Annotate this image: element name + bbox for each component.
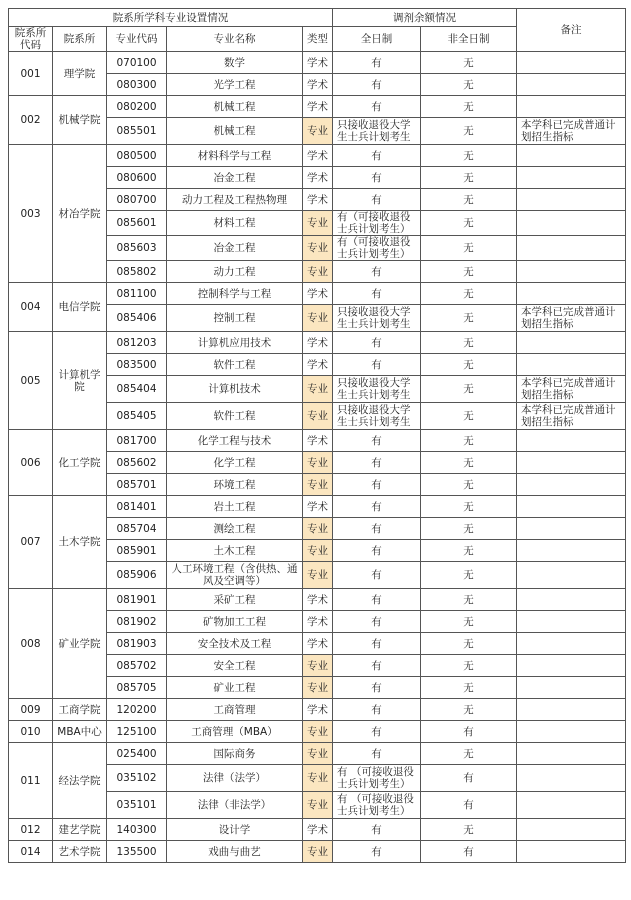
fulltime-cell: 有 （可接收退役士兵计划考生）: [333, 792, 421, 819]
parttime-cell: 无: [421, 611, 517, 633]
remarks-cell: [517, 96, 626, 118]
parttime-cell: 无: [421, 283, 517, 305]
remarks-cell: [517, 496, 626, 518]
table-row: [9, 430, 626, 452]
dept-code-cell: 005: [9, 332, 53, 430]
fulltime-cell: 只接收退役大学生士兵计划考生: [333, 403, 421, 430]
fulltime-cell: 有: [333, 540, 421, 562]
major-code-header: 专业代码: [107, 27, 167, 52]
table-body: [9, 52, 626, 863]
parttime-cell: 无: [421, 819, 517, 841]
type-cell: 专业: [303, 562, 333, 589]
fulltime-cell: 有: [333, 474, 421, 496]
major-code-cell: 085603: [107, 236, 167, 261]
major-code-cell: 035101: [107, 792, 167, 819]
major-code-cell: 085501: [107, 118, 167, 145]
type-cell: 专业: [303, 376, 333, 403]
dept-cell: 计算机学院: [53, 332, 107, 430]
fulltime-cell: 只接收退役大学生士兵计划考生: [333, 118, 421, 145]
dept-cell: 电信学院: [53, 283, 107, 332]
major-code-cell: 140300: [107, 819, 167, 841]
dept-cell: 建艺学院: [53, 819, 107, 841]
remarks-cell: 本学科已完成普通计划招生指标: [517, 118, 626, 145]
type-cell: 专业: [303, 261, 333, 283]
fulltime-cell: 有（可接收退役士兵计划考生）: [333, 211, 421, 236]
fulltime-cell: 有: [333, 677, 421, 699]
major-name-cell: 控制科学与工程: [167, 283, 303, 305]
fulltime-cell: 有: [333, 96, 421, 118]
major-name-cell: 控制工程: [167, 305, 303, 332]
dept-code-cell: 004: [9, 283, 53, 332]
major-name-cell: 安全工程: [167, 655, 303, 677]
parttime-cell: 无: [421, 261, 517, 283]
table-row: [9, 841, 626, 863]
remarks-header: 备注: [517, 9, 626, 52]
parttime-cell: 无: [421, 145, 517, 167]
fulltime-cell: 有: [333, 452, 421, 474]
major-name-cell: 软件工程: [167, 403, 303, 430]
remarks-cell: [517, 261, 626, 283]
fulltime-cell: 有: [333, 589, 421, 611]
type-cell: 专业: [303, 540, 333, 562]
type-cell: 专业: [303, 518, 333, 540]
remarks-cell: [517, 819, 626, 841]
fulltime-cell: 有: [333, 562, 421, 589]
fulltime-header: 全日制: [333, 27, 421, 52]
remarks-cell: [517, 611, 626, 633]
dept-code-cell: 009: [9, 699, 53, 721]
type-cell: 学术: [303, 354, 333, 376]
major-name-cell: 材料科学与工程: [167, 145, 303, 167]
dept-cell: 机械学院: [53, 96, 107, 145]
remarks-cell: [517, 189, 626, 211]
dept-code-header: 院系所代码: [9, 27, 53, 52]
parttime-cell: 有: [421, 721, 517, 743]
major-name-cell: 机械工程: [167, 118, 303, 145]
dept-header: 院系所: [53, 27, 107, 52]
remarks-cell: [517, 743, 626, 765]
major-name-cell: 测绘工程: [167, 518, 303, 540]
parttime-cell: 无: [421, 452, 517, 474]
major-name-cell: 机械工程: [167, 96, 303, 118]
remarks-cell: [517, 145, 626, 167]
major-name-cell: 计算机应用技术: [167, 332, 303, 354]
parttime-cell: 无: [421, 211, 517, 236]
type-cell: 专业: [303, 236, 333, 261]
dept-cell: 材冶学院: [53, 145, 107, 283]
dept-cell: 经法学院: [53, 743, 107, 819]
type-cell: 学术: [303, 167, 333, 189]
remarks-cell: [517, 283, 626, 305]
parttime-cell: 无: [421, 699, 517, 721]
fulltime-cell: 有: [333, 332, 421, 354]
dept-code-cell: 011: [9, 743, 53, 819]
table-row: [9, 699, 626, 721]
table-row: [9, 332, 626, 354]
dept-cell: 工商学院: [53, 699, 107, 721]
fulltime-cell: 只接收退役大学生士兵计划考生: [333, 376, 421, 403]
parttime-cell: 有: [421, 841, 517, 863]
major-code-cell: 085602: [107, 452, 167, 474]
major-code-cell: 085404: [107, 376, 167, 403]
type-cell: 学术: [303, 699, 333, 721]
parttime-cell: 无: [421, 376, 517, 403]
table-row: [9, 496, 626, 518]
major-name-cell: 戏曲与曲艺: [167, 841, 303, 863]
major-code-cell: 135500: [107, 841, 167, 863]
remarks-cell: [517, 562, 626, 589]
major-name-cell: 计算机技术: [167, 376, 303, 403]
parttime-header: 非全日制: [421, 27, 517, 52]
remarks-cell: [517, 677, 626, 699]
major-code-cell: 085802: [107, 261, 167, 283]
fulltime-cell: 有: [333, 699, 421, 721]
fulltime-cell: 有: [333, 261, 421, 283]
parttime-cell: 无: [421, 655, 517, 677]
major-code-cell: 070100: [107, 52, 167, 74]
major-code-cell: 085701: [107, 474, 167, 496]
major-name-cell: 冶金工程: [167, 236, 303, 261]
type-cell: 学术: [303, 332, 333, 354]
parttime-cell: 无: [421, 354, 517, 376]
remarks-cell: [517, 236, 626, 261]
fulltime-cell: 有: [333, 819, 421, 841]
parttime-cell: 无: [421, 677, 517, 699]
fulltime-cell: 有 （可接收退役士兵计划考生）: [333, 765, 421, 792]
major-name-cell: 动力工程及工程热物理: [167, 189, 303, 211]
type-cell: 专业: [303, 721, 333, 743]
major-name-cell: 软件工程: [167, 354, 303, 376]
dept-code-cell: 003: [9, 145, 53, 283]
major-code-cell: 085405: [107, 403, 167, 430]
fulltime-cell: 有: [333, 721, 421, 743]
parttime-cell: 无: [421, 474, 517, 496]
type-cell: 专业: [303, 765, 333, 792]
remarks-cell: [517, 211, 626, 236]
fulltime-cell: 有: [333, 354, 421, 376]
dept-code-cell: 001: [9, 52, 53, 96]
dept-cell: 理学院: [53, 52, 107, 96]
table-row: [9, 52, 626, 74]
major-code-cell: 085704: [107, 518, 167, 540]
major-name-cell: 冶金工程: [167, 167, 303, 189]
major-name-cell: 工商管理（MBA）: [167, 721, 303, 743]
parttime-cell: 有: [421, 765, 517, 792]
remarks-cell: [517, 633, 626, 655]
fulltime-cell: 有: [333, 655, 421, 677]
parttime-cell: 无: [421, 562, 517, 589]
dept-code-cell: 008: [9, 589, 53, 699]
remarks-cell: [517, 699, 626, 721]
parttime-cell: 无: [421, 430, 517, 452]
major-name-cell: 采矿工程: [167, 589, 303, 611]
remarks-cell: [517, 540, 626, 562]
dept-code-cell: 007: [9, 496, 53, 589]
major-name-cell: 国际商务: [167, 743, 303, 765]
remarks-cell: [517, 655, 626, 677]
dept-code-cell: 012: [9, 819, 53, 841]
parttime-cell: 无: [421, 118, 517, 145]
major-code-cell: 085906: [107, 562, 167, 589]
type-cell: 专业: [303, 211, 333, 236]
remarks-cell: [517, 452, 626, 474]
table-row: [9, 819, 626, 841]
parttime-cell: 无: [421, 403, 517, 430]
type-cell: 专业: [303, 841, 333, 863]
major-code-cell: 080500: [107, 145, 167, 167]
type-cell: 学术: [303, 819, 333, 841]
fulltime-cell: 有: [333, 430, 421, 452]
type-cell: 学术: [303, 633, 333, 655]
fulltime-cell: 有: [333, 167, 421, 189]
major-name-cell: 矿物加工工程: [167, 611, 303, 633]
major-code-cell: 081203: [107, 332, 167, 354]
major-name-cell: 环境工程: [167, 474, 303, 496]
group-setup-header: 院系所学科专业设置情况: [9, 9, 333, 27]
fulltime-cell: 有: [333, 743, 421, 765]
fulltime-cell: 有: [333, 283, 421, 305]
major-name-cell: 设计学: [167, 819, 303, 841]
major-code-cell: 085406: [107, 305, 167, 332]
remarks-cell: [517, 792, 626, 819]
major-name-cell: 法律（非法学）: [167, 792, 303, 819]
remarks-cell: [517, 765, 626, 792]
remarks-cell: [517, 721, 626, 743]
type-cell: 学术: [303, 430, 333, 452]
remarks-cell: [517, 332, 626, 354]
major-name-cell: 工商管理: [167, 699, 303, 721]
major-code-cell: 081100: [107, 283, 167, 305]
remarks-cell: [517, 74, 626, 96]
major-name-cell: 动力工程: [167, 261, 303, 283]
table-row: [9, 145, 626, 167]
type-cell: 专业: [303, 118, 333, 145]
major-code-cell: 081903: [107, 633, 167, 655]
type-cell: 专业: [303, 677, 333, 699]
major-code-cell: 080600: [107, 167, 167, 189]
fulltime-cell: 有: [333, 841, 421, 863]
remarks-cell: [517, 430, 626, 452]
major-code-cell: 085901: [107, 540, 167, 562]
parttime-cell: 无: [421, 496, 517, 518]
type-cell: 学术: [303, 145, 333, 167]
type-cell: 专业: [303, 743, 333, 765]
major-name-cell: 化学工程与技术: [167, 430, 303, 452]
parttime-cell: 有: [421, 792, 517, 819]
remarks-cell: [517, 354, 626, 376]
type-cell: 专业: [303, 474, 333, 496]
type-cell: 专业: [303, 655, 333, 677]
major-name-cell: 岩土工程: [167, 496, 303, 518]
table-row: [9, 283, 626, 305]
fulltime-cell: 有: [333, 74, 421, 96]
major-code-cell: 085705: [107, 677, 167, 699]
remarks-cell: [517, 841, 626, 863]
type-cell: 学术: [303, 96, 333, 118]
parttime-cell: 无: [421, 332, 517, 354]
major-code-cell: 120200: [107, 699, 167, 721]
group-quota-header: 调剂余额情况: [333, 9, 517, 27]
type-cell: 学术: [303, 74, 333, 96]
table-row: [9, 743, 626, 765]
fulltime-cell: 有（可接收退役士兵计划考生）: [333, 236, 421, 261]
major-code-cell: 080300: [107, 74, 167, 96]
major-name-cell: 材料工程: [167, 211, 303, 236]
major-code-cell: 080700: [107, 189, 167, 211]
parttime-cell: 无: [421, 743, 517, 765]
dept-cell: 化工学院: [53, 430, 107, 496]
remarks-cell: 本学科已完成普通计划招生指标: [517, 305, 626, 332]
major-name-cell: 安全技术及工程: [167, 633, 303, 655]
major-name-cell: 化学工程: [167, 452, 303, 474]
type-cell: 专业: [303, 403, 333, 430]
remarks-cell: [517, 167, 626, 189]
major-name-cell: 数学: [167, 52, 303, 74]
type-cell: 学术: [303, 496, 333, 518]
type-cell: 学术: [303, 611, 333, 633]
table-row: [9, 589, 626, 611]
major-code-cell: 081902: [107, 611, 167, 633]
major-name-cell: 矿业工程: [167, 677, 303, 699]
parttime-cell: 无: [421, 518, 517, 540]
type-cell: 专业: [303, 792, 333, 819]
major-code-cell: 081700: [107, 430, 167, 452]
type-cell: 学术: [303, 52, 333, 74]
major-code-cell: 081401: [107, 496, 167, 518]
remarks-cell: [517, 589, 626, 611]
major-name-cell: 人工环境工程（含供热、通风及空调等）: [167, 562, 303, 589]
remarks-cell: 本学科已完成普通计划招生指标: [517, 376, 626, 403]
dept-code-cell: 014: [9, 841, 53, 863]
fulltime-cell: 有: [333, 518, 421, 540]
fulltime-cell: 有: [333, 145, 421, 167]
fulltime-cell: 有: [333, 633, 421, 655]
dept-code-cell: 002: [9, 96, 53, 145]
major-code-cell: 085601: [107, 211, 167, 236]
type-cell: 学术: [303, 283, 333, 305]
parttime-cell: 无: [421, 189, 517, 211]
parttime-cell: 无: [421, 589, 517, 611]
parttime-cell: 无: [421, 633, 517, 655]
remarks-cell: 本学科已完成普通计划招生指标: [517, 403, 626, 430]
fulltime-cell: 有: [333, 52, 421, 74]
remarks-cell: [517, 518, 626, 540]
major-name-cell: 光学工程: [167, 74, 303, 96]
type-header: 类型: [303, 27, 333, 52]
table-row: [9, 96, 626, 118]
dept-cell: 矿业学院: [53, 589, 107, 699]
remarks-cell: [517, 474, 626, 496]
fulltime-cell: 只接收退役大学生士兵计划考生: [333, 305, 421, 332]
parttime-cell: 无: [421, 305, 517, 332]
major-name-cell: 法律（法学）: [167, 765, 303, 792]
parttime-cell: 无: [421, 540, 517, 562]
parttime-cell: 无: [421, 96, 517, 118]
major-code-cell: 025400: [107, 743, 167, 765]
dept-cell: 艺术学院: [53, 841, 107, 863]
dept-cell: MBA中心: [53, 721, 107, 743]
type-cell: 专业: [303, 452, 333, 474]
fulltime-cell: 有: [333, 496, 421, 518]
parttime-cell: 无: [421, 236, 517, 261]
type-cell: 学术: [303, 589, 333, 611]
remarks-cell: [517, 52, 626, 74]
fulltime-cell: 有: [333, 611, 421, 633]
type-cell: 专业: [303, 305, 333, 332]
major-code-cell: 035102: [107, 765, 167, 792]
major-name-cell: 土木工程: [167, 540, 303, 562]
parttime-cell: 无: [421, 52, 517, 74]
major-code-cell: 125100: [107, 721, 167, 743]
major-code-cell: 085702: [107, 655, 167, 677]
major-name-header: 专业名称: [167, 27, 303, 52]
quota-table: [8, 8, 626, 863]
dept-code-cell: 006: [9, 430, 53, 496]
dept-cell: 土木学院: [53, 496, 107, 589]
major-code-cell: 080200: [107, 96, 167, 118]
table-row: [9, 721, 626, 743]
type-cell: 学术: [303, 189, 333, 211]
major-code-cell: 083500: [107, 354, 167, 376]
fulltime-cell: 有: [333, 189, 421, 211]
parttime-cell: 无: [421, 167, 517, 189]
major-code-cell: 081901: [107, 589, 167, 611]
parttime-cell: 无: [421, 74, 517, 96]
dept-code-cell: 010: [9, 721, 53, 743]
